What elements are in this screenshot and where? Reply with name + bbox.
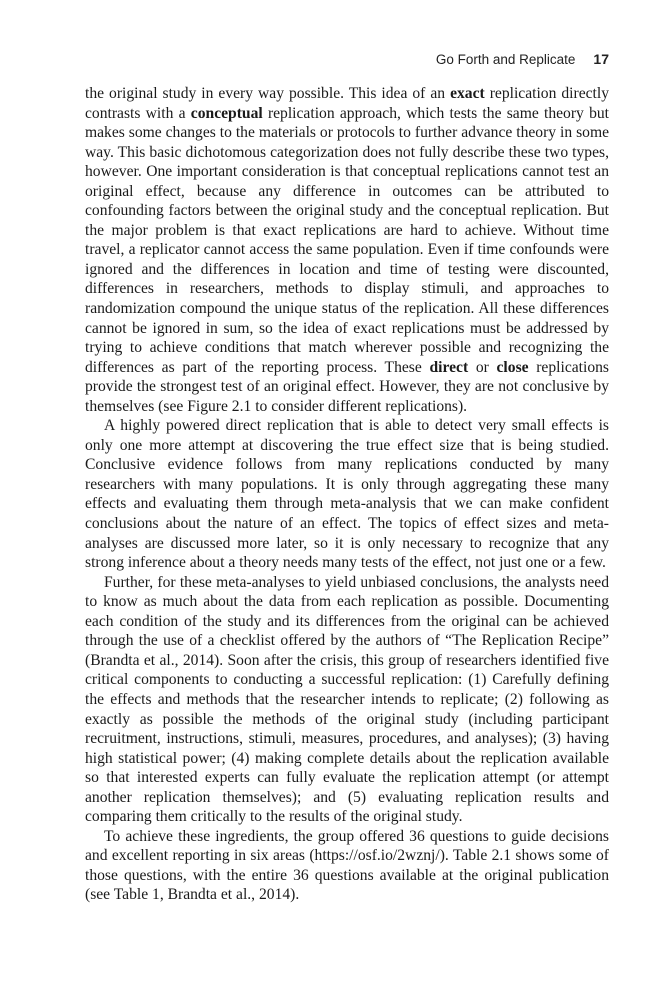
- body-text: [85, 84, 609, 905]
- text-span: replication approach, which tests the same theory but makes some changes to the materials or protocols to further advance theory in some way. This basic dichotomous categorization does not fully describe these two types, however. One important consideration is that conceptual replications cannot test an original effect, because any difference in outcomes can be attributed to confounding factors between the original study and the conceptual replication. But the major problem is that exact replications are hard to achieve. Without time travel, a replicator cannot access the same population. Even if time confounds were ignored and the differences in location and time of testing were discounted, differences in researchers, methods to display stimuli, and approaches to randomization compound the unique status of the replication. All these differences cannot be ignored in sum, so the idea of exact replications must be addressed by trying to achieve conditions that match wherever possible and recognizing the differences as part of the reporting process. These: [85, 104, 610, 376]
- text-span: or: [468, 358, 497, 376]
- text-span: the original study in every way possible. This idea of an: [85, 85, 451, 102]
- paragraph: [85, 84, 609, 416]
- text-span: replications provide the strongest test of an original effect. However, they are not conclusive by themselves (see Figure 2.1 to consider different replications).: [85, 358, 609, 415]
- text-span: To achieve these ingredients, the group offered 36 questions to guide decisions and excellent reporting in six areas (https://osf.io/2wznj/). Table 2.1 shows some of those questions, with the entire 36 questions available at the original publication (see Table 1, Brandta et al., 2014).: [85, 827, 609, 904]
- text-span: replication directly contrasts with a: [85, 85, 609, 122]
- paragraph: [85, 416, 609, 572]
- paragraph: [85, 573, 609, 827]
- running-head-title: Go Forth and Replicate: [435, 52, 576, 67]
- term-close: close: [496, 358, 529, 376]
- text-span: A highly powered direct replication that is able to detect very small effects is only one more attempt at discovering the true effect size that is being studied. Conclusive evidence follows from many replications conducted by many researchers with many populations. It is only through aggregating these many effects and evaluating them through meta-analysis that we can make confident conclusions about the nature of an effect. The topics of effect sizes and meta-analyses are discussed more later, so it is only necessary to recognize that any strong inference about a theory needs many tests of the effect, not just one or a few.: [85, 417, 609, 572]
- paragraph: [85, 827, 609, 905]
- page-number: 17: [593, 51, 609, 67]
- term-direct: direct: [429, 358, 469, 376]
- term-conceptual: conceptual: [190, 104, 263, 122]
- term-exact: exact: [450, 85, 485, 102]
- text-span: Further, for these meta-analyses to yield unbiased conclusions, the analysts need to know as much about the data from each replication as possible. Documenting each condition of the study and its differences from the original can be achieved through the use of a checklist offered by the authors of “The Replication Recipe” (Brandta et al., 2014). Soon after the crisis, this group of researchers identified five critical components to conducting a successful replication: (1) Carefully defining the effects and methods that the researcher intends to replicate; (2) following as exactly as possible the methods of the original study (including participant recruitment, instructions, stimuli, measures, procedures, and analyses); (3) having high statistical power; (4) making complete details about the replication available so that interested experts can fully evaluate the replication attempt (or attempt another replication themselves); and (5) evaluating replication results and comparing them critically to the results of the original study.: [85, 573, 609, 826]
- running-head: [436, 51, 609, 67]
